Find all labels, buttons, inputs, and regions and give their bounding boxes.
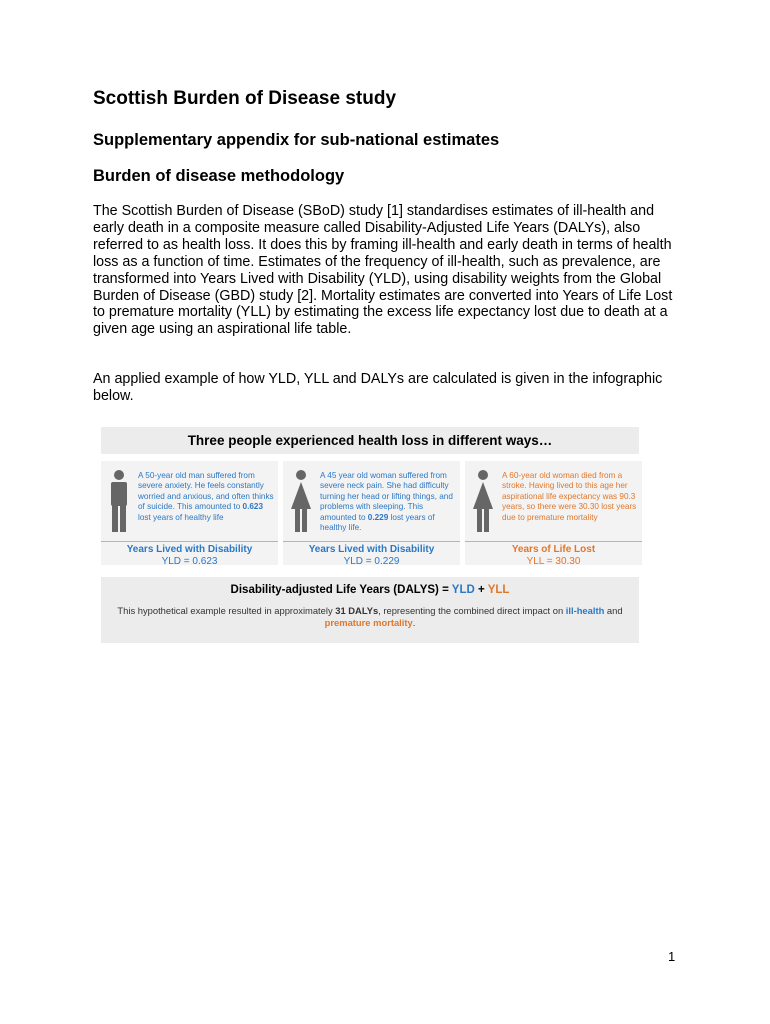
infographic-banner: Three people experienced health loss in different ways… [101,427,639,454]
doc-title: Scottish Burden of Disease study [93,88,397,109]
woman-icon [289,469,313,533]
card-metric [101,541,278,568]
dalys-formula: Disability-adjusted Life Years (DALYS) = YLD + YLL [230,584,510,596]
card-story: A 45 year old woman suffered from severe neck pain. She had difficulty turning her head or lifting things, and problems with sleeping. This amounted to 0.229 lost years of healthy life. [320,471,453,533]
man-icon [107,469,131,533]
infographic [101,427,639,643]
card-metric [283,541,460,568]
metric-title: Years Lived with Disability [126,544,253,555]
dalys-summary: This hypothetical example resulted in approximately 31 DALYs, representing the combined direct impact on ill-health and premature mortality. [117,605,623,628]
intro-paragraph: The Scottish Burden of Disease (SBoD) study [1] standardises estimates of ill-health and early death in a composite measure called Disability-Adjusted Life Years (DALYs), also referred to as health loss. It does this by framing ill-health and early death in terms of health loss as a function of time. Estimates of the frequency of ill-health, such as prevalence, are transformed into Years Lived with Disability (YLD), using disability weights from the Global Burden of Disease (GBD) study [2]. Mortality estimates are converted into Years of Life Lost to premature mortality (YLL) by estimating the excess life expectancy lost due to death at a given age using an aspirational life table. [93,203,673,338]
dalys-summary-box [101,577,639,643]
card-story: A 50-year old man suffered from severe anxiety. He feels constantly worried and anxious, and often thinks of suicide. This amounted to 0.623 lost years of healthy life [138,471,274,522]
card-woman-neck [283,461,460,565]
example-paragraph: An applied example of how YLD, YLL and DALYs are calculated is given in the infographic below. [93,371,663,404]
card-man [101,461,278,565]
metric-value: YLD = 0.229 [343,556,400,567]
metric-title: Years of Life Lost [511,544,596,555]
card-story: A 60-year old woman died from a stroke. Having lived to this age her aspirational life expectancy was 90.3 years, so there were 30.30 lost years due to premature mortality [502,471,637,522]
page-number: 1 [668,949,676,964]
metric-value: YLL = 30.30 [526,556,581,567]
card-metric [465,541,642,568]
metric-title: Years Lived with Disability [308,544,435,555]
section-heading: Burden of disease methodology [93,167,345,185]
doc-subtitle: Supplementary appendix for sub-national estimates [93,131,500,149]
metric-value: YLD = 0.623 [161,556,218,567]
card-woman-stroke [465,461,642,565]
woman-icon [471,469,495,533]
